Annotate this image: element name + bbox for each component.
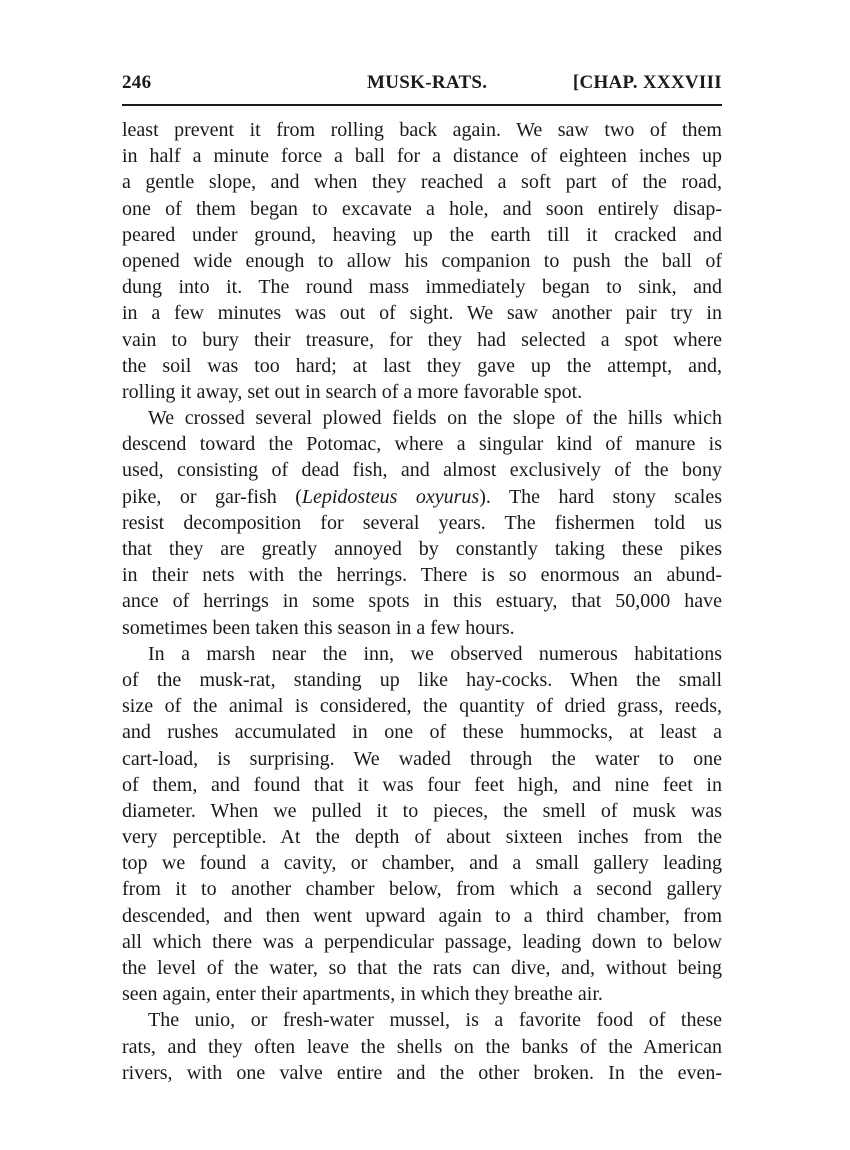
text-line: opened wide enough to allow his companion to push the ball of <box>122 249 722 272</box>
text-line: resist decomposition for several years. The fishermen told us <box>122 511 722 534</box>
text-line: descend toward the Potomac, where a singular kind of manure is <box>122 433 722 456</box>
paragraph <box>122 117 722 405</box>
text-line: size of the animal is considered, the quantity of dried grass, reeds, <box>122 695 722 718</box>
text-line: a gentle slope, and when they reached a soft part of the road, <box>122 171 722 194</box>
text-line: very perceptible. At the depth of about sixteen inches from the <box>122 826 722 849</box>
text-line: one of them began to excavate a hole, and soon entirely disap- <box>122 197 722 220</box>
text-line: in their nets with the herrings. There is so enormous an abund- <box>122 564 722 587</box>
text-line: sometimes been taken this season in a few hours. <box>122 616 515 639</box>
text-line: descended, and then went upward again to a third chamber, from <box>122 904 722 927</box>
text-line: used, consisting of dead fish, and almost exclusively of the bony <box>122 459 722 482</box>
text-line: vain to bury their treasure, for they had selected a spot where <box>122 328 722 351</box>
text-fragment: pike, or gar-fish ( <box>122 485 302 508</box>
text-line: top we found a cavity, or chamber, and a small gallery leading <box>122 852 722 875</box>
text-line: peared under ground, heaving up the earth till it cracked and <box>122 223 722 246</box>
text-line: rivers, with one valve entire and the other broken. In the even- <box>122 1061 722 1084</box>
text-line: and rushes accumulated in one of these hummocks, at least a <box>122 721 722 744</box>
text-line: ance of herrings in some spots in this estuary, that 50,000 have <box>122 590 722 613</box>
text-line: least prevent it from rolling back again. We saw two of them <box>122 119 722 141</box>
text-line: seen again, enter their apartments, in which they breathe air. <box>122 983 603 1006</box>
text-line: dung into it. The round mass immediately began to sink, and <box>122 276 722 299</box>
text-line: in half a minute force a ball for a distance of eighteen inches up <box>122 145 722 168</box>
text-line: of them, and found that it was four feet high, and nine feet in <box>122 773 722 796</box>
text-line: that they are greatly annoyed by constantly taking these pikes <box>122 538 722 560</box>
text-line: in a few minutes was out of sight. We saw another pair try in <box>122 302 722 325</box>
text-fragment: ). The hard stony scales <box>479 485 722 508</box>
paragraph <box>122 641 722 1008</box>
text-line: The unio, or fresh-water mussel, is a favorite food of these <box>148 1009 722 1032</box>
text-line: We crossed several plowed fields on the slope of the hills which <box>148 407 722 430</box>
text-line: diameter. When we pulled it to pieces, the smell of musk was <box>122 799 722 822</box>
text-line: the soil was too hard; at last they gave up the attempt, and, <box>122 354 722 377</box>
paragraph <box>122 1007 722 1086</box>
running-title: MUSK-RATS. <box>367 72 488 93</box>
chapter-reference: [CHAP. XXXVIII <box>572 72 722 93</box>
page-number: 246 <box>122 72 152 93</box>
text-line: of the musk-rat, standing up like hay-cocks. When the small <box>122 668 722 691</box>
text-line: all which there was a perpendicular passage, leading down to below <box>122 930 722 953</box>
text-line: rats, and they often leave the shells on the banks of the American <box>122 1035 722 1058</box>
paragraph <box>122 405 722 641</box>
text-line: the level of the water, so that the rats can dive, and, without being <box>122 957 722 979</box>
text-line: In a marsh near the inn, we observed numerous habitations <box>148 642 722 665</box>
text-line: from it to another chamber below, from which a second gallery <box>122 878 722 901</box>
body-text <box>122 117 722 1086</box>
header-rule <box>122 104 722 106</box>
text-line: rolling it away, set out in search of a more favorable spot. <box>122 380 583 403</box>
running-head <box>122 70 722 100</box>
italic-species-name: Lepidosteus oxyurus <box>301 485 480 508</box>
text-line: cart-load, is surprising. We waded through the water to one <box>122 747 722 770</box>
text-line-with-italic <box>122 484 722 510</box>
